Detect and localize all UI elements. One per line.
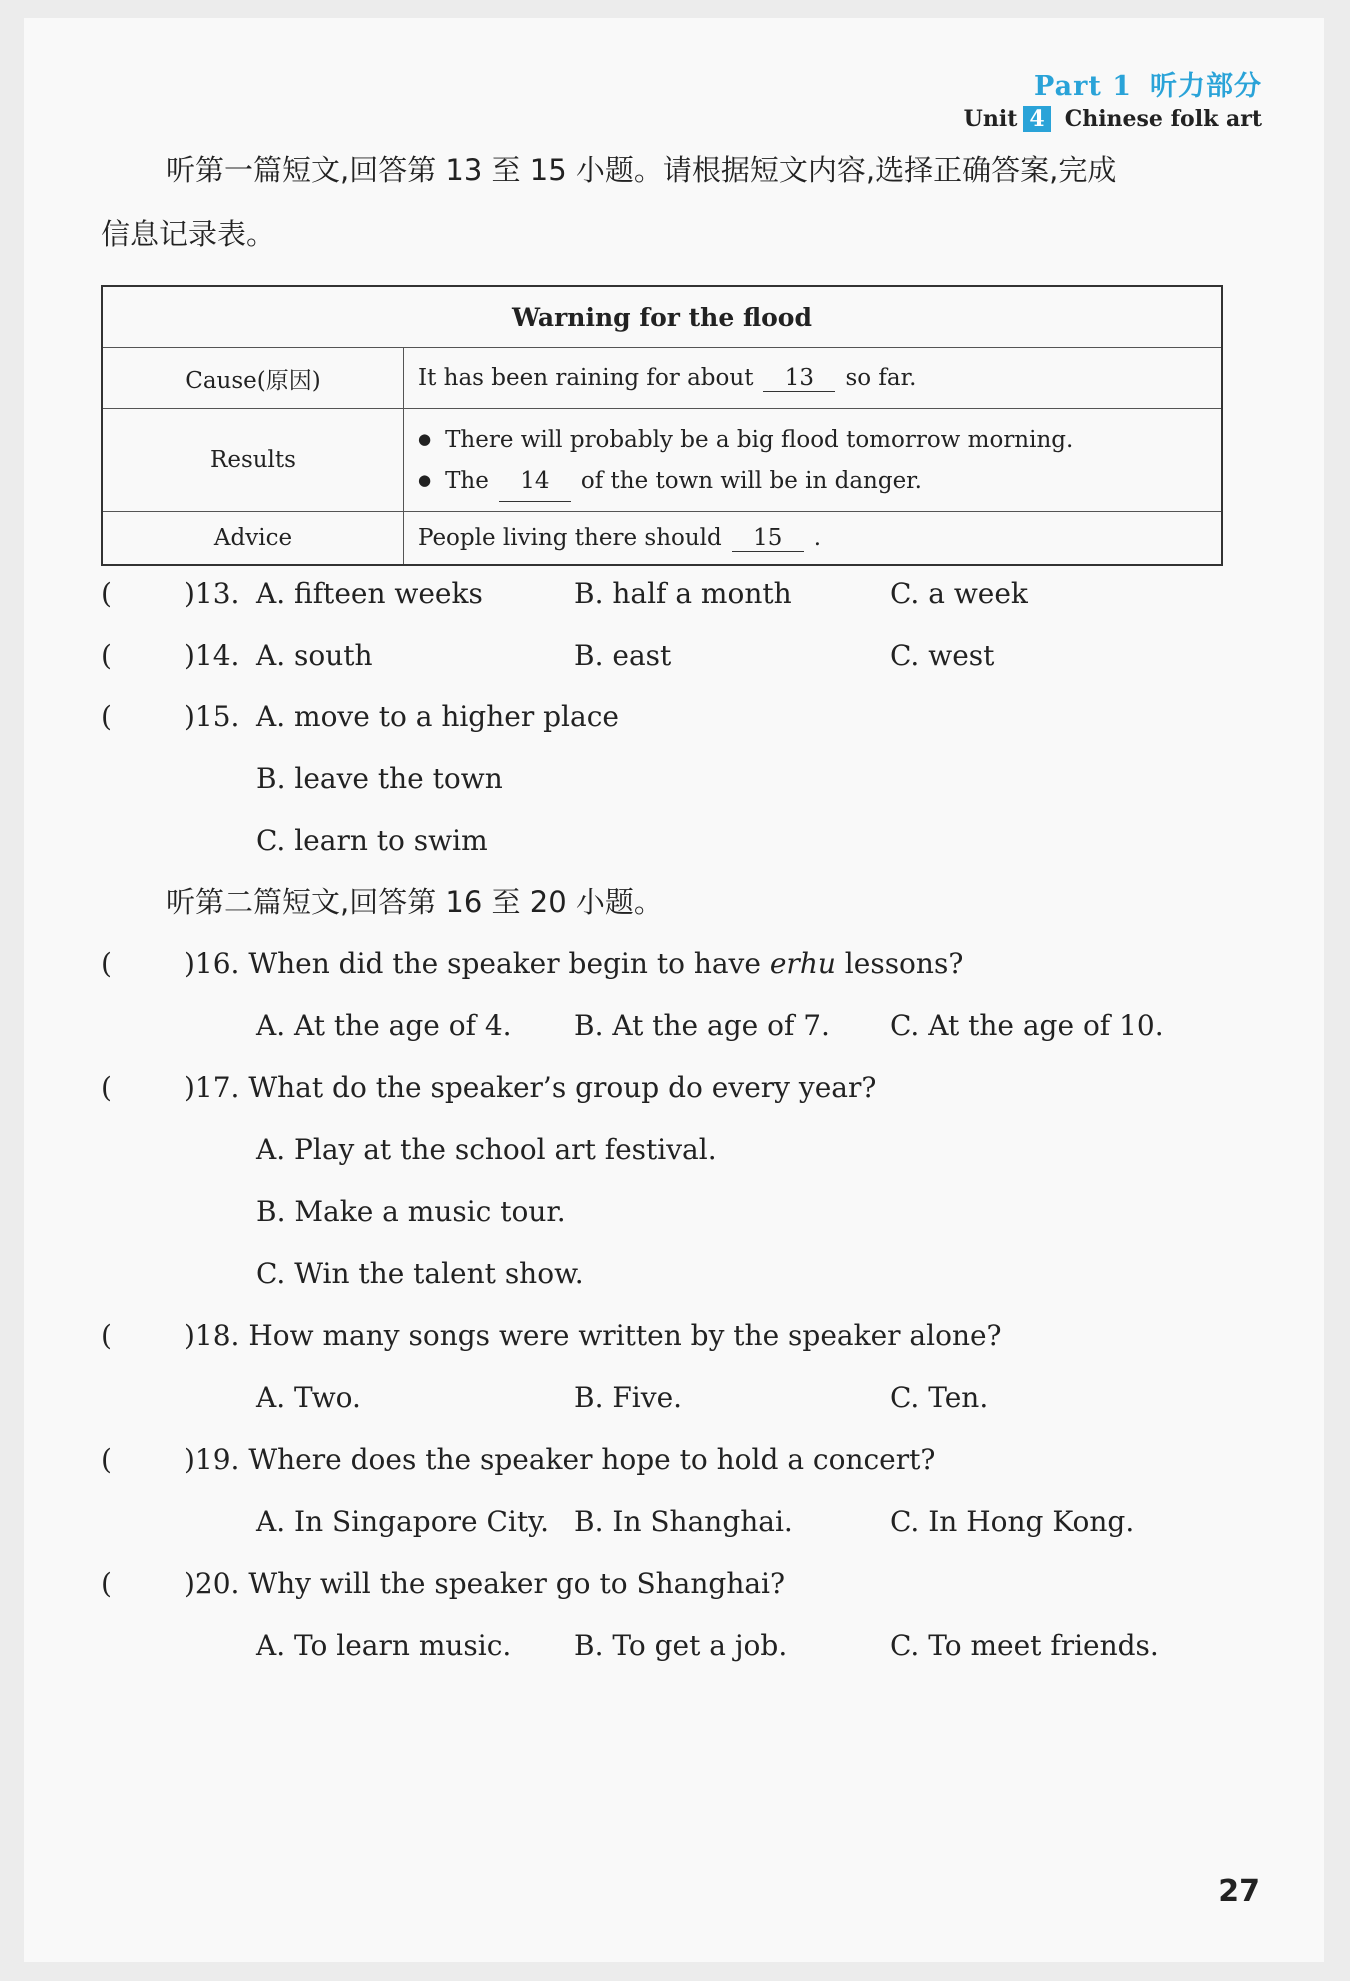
advice-label: Advice xyxy=(102,512,404,566)
q18-option-b[interactable]: B. Five. xyxy=(574,1381,683,1414)
q14-option-a[interactable]: A. south xyxy=(256,639,373,672)
unit-label: Unit xyxy=(963,106,1018,132)
q19-option-c[interactable]: C. In Hong Kong. xyxy=(890,1505,1135,1538)
q13-option-c[interactable]: C. a week xyxy=(890,577,1028,610)
q16-option-c[interactable]: C. At the age of 10. xyxy=(890,1009,1164,1042)
q17-option-a[interactable]: A. Play at the school art festival. xyxy=(256,1133,717,1166)
answer-blank-15[interactable]: 15 xyxy=(732,525,804,552)
unit-number-badge: 4 xyxy=(1023,106,1050,132)
instruction-2: 听第二篇短文,回答第 16 至 20 小题。 xyxy=(166,885,663,919)
q20-option-c[interactable]: C. To meet friends. xyxy=(890,1629,1159,1662)
question-number-16: )16. xyxy=(184,947,240,980)
result-bullet-2: ● The 14 of the town will be in danger. xyxy=(418,460,1220,502)
answer-paren-14[interactable]: ( xyxy=(101,639,112,672)
q18-option-a[interactable]: A. Two. xyxy=(256,1381,361,1414)
part-label: Part 1 xyxy=(1034,71,1132,102)
answer-paren-20[interactable]: ( xyxy=(101,1567,112,1600)
question-number-17: )17. xyxy=(184,1071,240,1104)
answer-paren-19[interactable]: ( xyxy=(101,1443,112,1476)
q17-option-c[interactable]: C. Win the talent show. xyxy=(256,1257,584,1290)
q17-option-b[interactable]: B. Make a music tour. xyxy=(256,1195,566,1228)
question-16: )16. When did the speaker begin to have erhu lessons? xyxy=(184,947,964,980)
flood-info-table xyxy=(101,285,1223,566)
answer-paren-13[interactable]: ( xyxy=(101,577,112,610)
answer-paren-16[interactable]: ( xyxy=(101,947,112,980)
q16-option-b[interactable]: B. At the age of 7. xyxy=(574,1009,830,1042)
question-17: )17. What do the speaker’s group do every year? xyxy=(184,1071,877,1104)
question-19: )19. Where does the speaker hope to hold a concert? xyxy=(184,1443,936,1476)
q19-option-b[interactable]: B. In Shanghai. xyxy=(574,1505,793,1538)
q15-option-b[interactable]: B. leave the town xyxy=(256,762,503,795)
result-bullet-1: ● There will probably be a big flood tomorrow morning. xyxy=(418,419,1220,460)
advice-value: People living there should 15 . xyxy=(404,512,1223,566)
q18-option-c[interactable]: C. Ten. xyxy=(890,1381,989,1414)
results-value xyxy=(404,409,1223,512)
header-part xyxy=(1034,64,1262,103)
q14-option-c[interactable]: C. west xyxy=(890,639,995,672)
instruction-1-cont: 信息记录表。 xyxy=(101,217,276,251)
question-number-13: )13. xyxy=(184,577,240,610)
instruction-1: 听第一篇短文,回答第 13 至 15 小题。请根据短文内容,选择正确答案,完成 xyxy=(166,153,1117,187)
answer-blank-13[interactable]: 13 xyxy=(763,365,835,392)
answer-paren-17[interactable]: ( xyxy=(101,1071,112,1104)
cause-label: Cause(原因) xyxy=(102,348,404,409)
unit-title: Chinese folk art xyxy=(1064,106,1262,132)
results-label: Results xyxy=(102,409,404,512)
q19-option-a[interactable]: A. In Singapore City. xyxy=(256,1505,550,1538)
header-unit xyxy=(964,106,1262,132)
erhu-term: erhu xyxy=(769,947,836,980)
q14-option-b[interactable]: B. east xyxy=(574,639,672,672)
q15-option-a[interactable]: A. move to a higher place xyxy=(256,700,619,733)
q13-option-a[interactable]: A. fifteen weeks xyxy=(256,577,483,610)
q16-option-a[interactable]: A. At the age of 4. xyxy=(256,1009,512,1042)
answer-paren-15[interactable]: ( xyxy=(101,700,112,733)
question-18: )18. How many songs were written by the speaker alone? xyxy=(184,1319,1002,1352)
question-number-18: )18. xyxy=(184,1319,240,1352)
table-title: Warning for the flood xyxy=(102,286,1222,348)
q20-option-a[interactable]: A. To learn music. xyxy=(256,1629,512,1662)
question-number-19: )19. xyxy=(184,1443,240,1476)
page-number: 27 xyxy=(1218,1874,1260,1909)
cause-value: It has been raining for about 13 so far. xyxy=(404,348,1223,409)
question-number-14: )14. xyxy=(184,639,240,672)
q15-option-c[interactable]: C. learn to swim xyxy=(256,824,488,857)
answer-blank-14[interactable]: 14 xyxy=(499,461,571,502)
section-label: 听力部分 xyxy=(1150,71,1262,102)
q20-option-b[interactable]: B. To get a job. xyxy=(574,1629,788,1662)
answer-paren-18[interactable]: ( xyxy=(101,1319,112,1352)
question-number-15: )15. xyxy=(184,700,240,733)
question-number-20: )20. xyxy=(184,1567,240,1600)
q13-option-b[interactable]: B. half a month xyxy=(574,577,792,610)
question-20: )20. Why will the speaker go to Shanghai? xyxy=(184,1567,786,1600)
